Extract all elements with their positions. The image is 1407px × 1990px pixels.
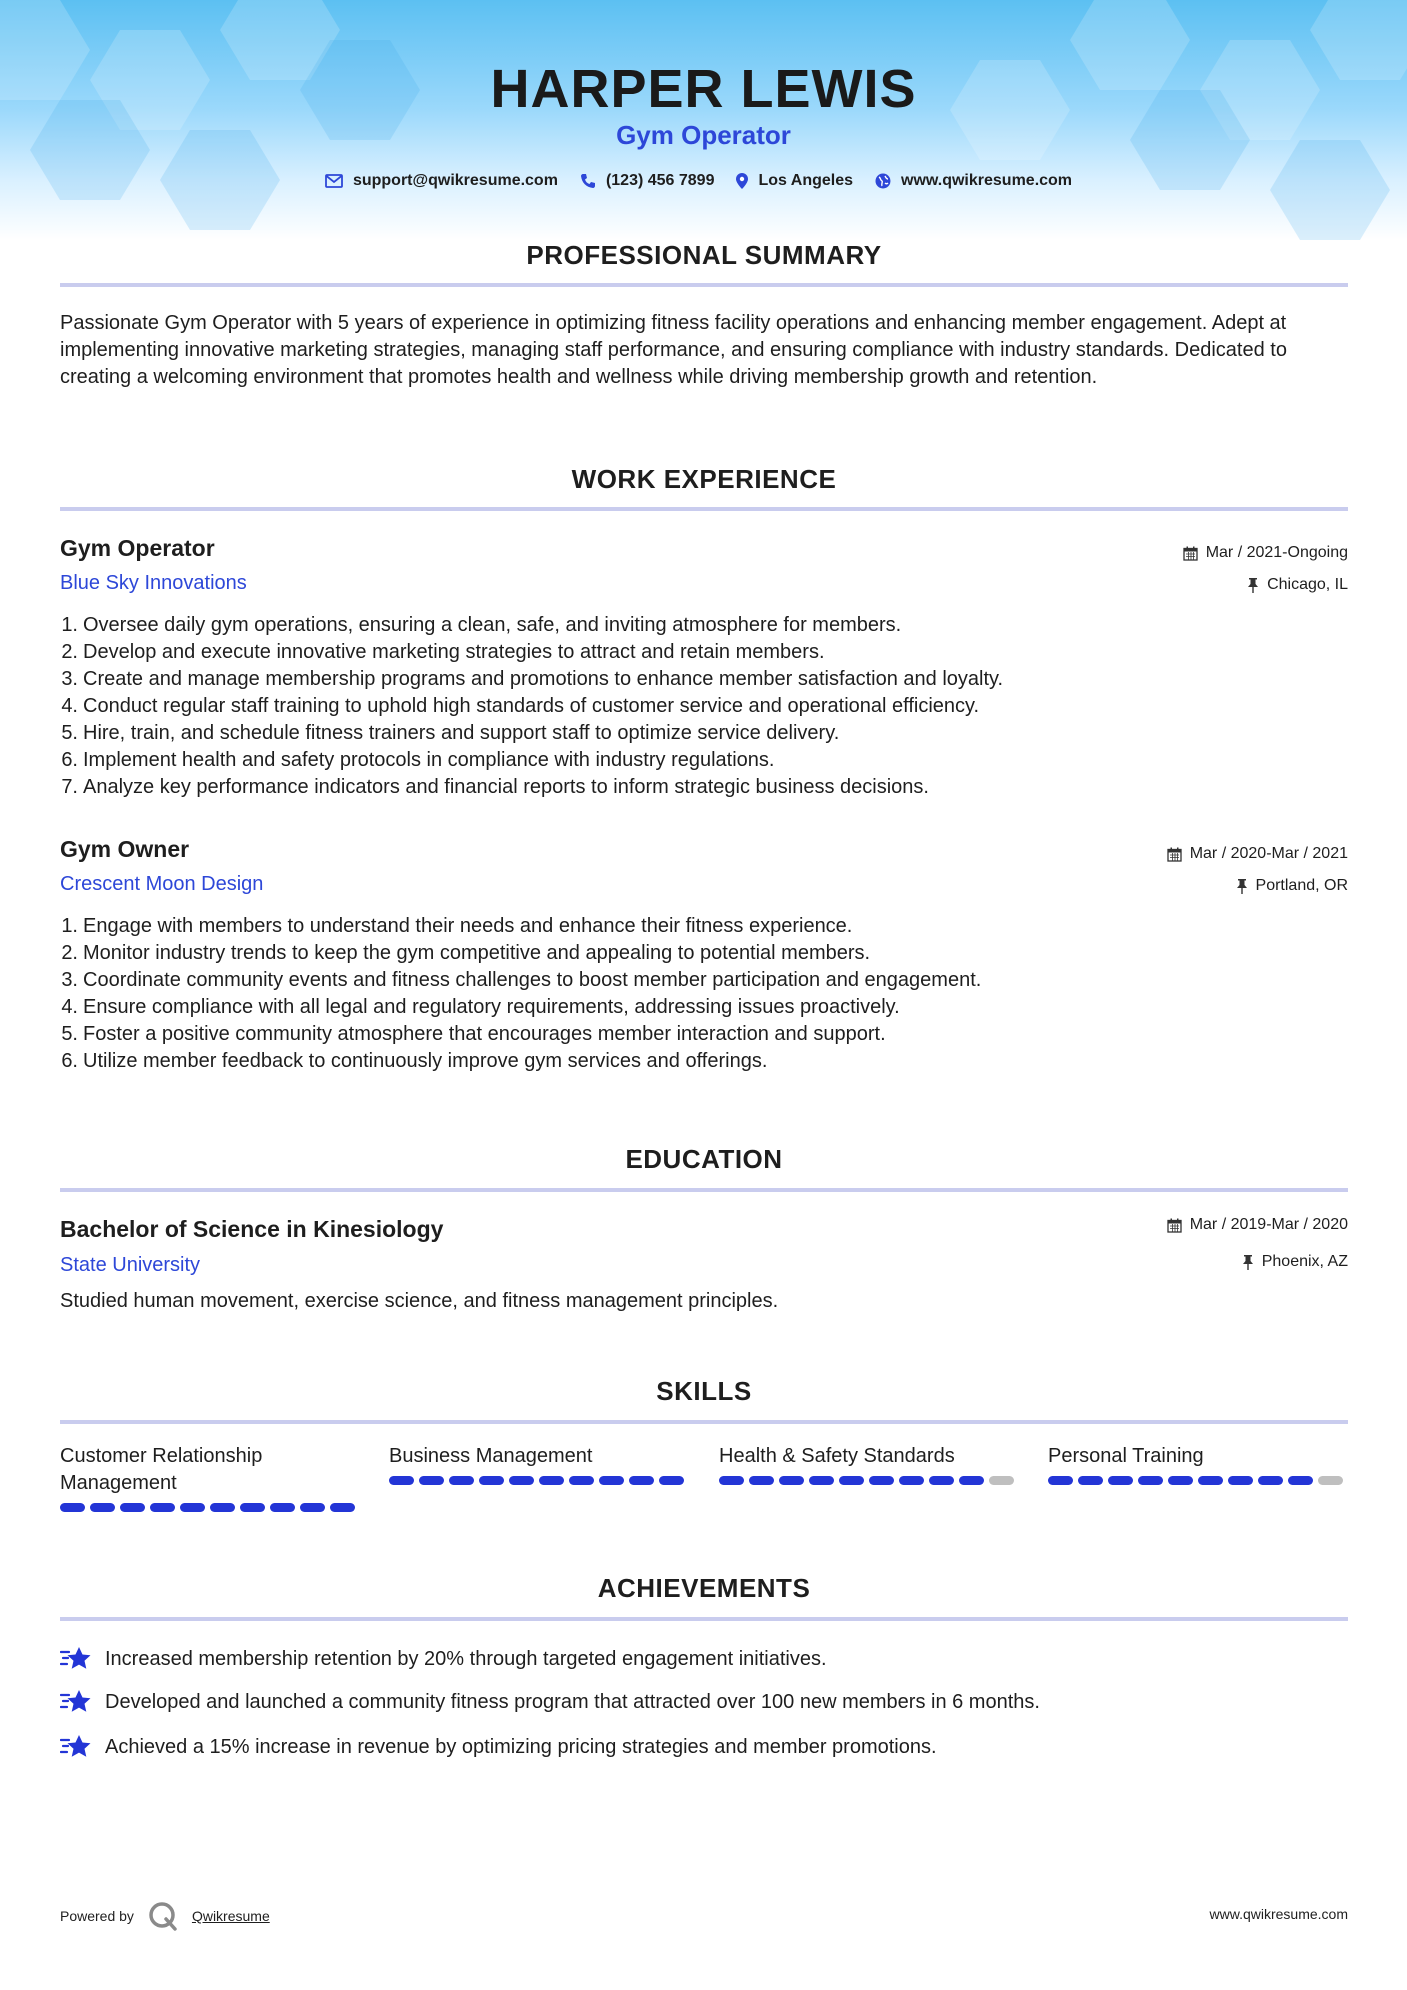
education-dates-text: Mar / 2019-Mar / 2020 [1189,1216,1348,1233]
skill-dot-filled [479,1476,504,1485]
list-text: Oversee daily gym operations, ensuring a clean, safe, and inviting atmosphere for members. [83,614,902,636]
job-company: Blue Sky Innovations [60,572,247,594]
star-icon [60,1734,92,1760]
skill-dot-filled [210,1503,235,1512]
skill-dot-filled [959,1476,984,1485]
skill-dot-empty [989,1476,1014,1485]
achievements-divider [60,1617,1348,1621]
location-text: Los Angeles [758,172,854,189]
list-text: Ensure compliance with all legal and regulatory requirements, addressing issues proactively. [83,996,900,1018]
achievement-text: Achieved a 15% increase in revenue by optimizing pricing strategies and member promotions. [105,1735,937,1758]
list-text: Monitor industry trends to keep the gym competitive and appealing to potential members. [83,942,871,964]
skill-item [719,1443,1019,1485]
job-title: Gym Owner [60,836,190,862]
list-text: Implement health and safety protocols in compliance with industry regulations. [83,749,775,771]
pushpin-icon [1242,1255,1254,1270]
skill-dot-filled [300,1503,325,1512]
school-name: State University [60,1254,201,1276]
contact-location [736,172,853,190]
candidate-role: Gym Operator [616,120,791,150]
achievement-text: Increased membership retention by 20% through targeted engagement initiatives. [105,1647,827,1670]
globe-icon [875,173,891,189]
skill-dot-filled [1258,1476,1283,1485]
list-number: 6. [61,1050,78,1072]
footer-website[interactable]: www.qwikresume.com [1209,1906,1348,1922]
education-description: Studied human movement, exercise science, and fitness management principles. [60,1290,779,1312]
list-item [53,747,1003,774]
map-pin-icon [736,173,748,189]
list-item [53,994,981,1021]
skill-dot-filled [569,1476,594,1485]
list-number: 4. [61,695,78,717]
qwikresume-logo-icon [148,1901,178,1931]
list-text: Utilize member feedback to continuously improve gym services and offerings. [83,1050,768,1072]
experience-heading: WORK EXPERIENCE [571,464,837,494]
skill-dot-filled [449,1476,474,1485]
education-dates [1167,1216,1348,1234]
skill-dot-filled [1168,1476,1193,1485]
list-text: Create and manage membership programs and promotions to enhance member satisfaction and loyalty. [83,668,1004,690]
achievements-heading: ACHIEVEMENTS [597,1573,811,1603]
skill-dot-filled [240,1503,265,1512]
list-text: Foster a positive community atmosphere that encourages member interaction and support. [83,1023,886,1045]
skill-dot-filled [419,1476,444,1485]
calendar-icon [1183,546,1198,561]
list-text: Analyze key performance indicators and financial reports to inform strategic business decisions. [83,776,929,798]
skill-dot-filled [869,1476,894,1485]
skill-dot-filled [1228,1476,1253,1485]
powered-by-label: Powered by [60,1908,134,1924]
list-number: 3. [61,668,78,690]
skill-rating [60,1503,360,1512]
contact-phone[interactable] [580,172,715,190]
skill-dot-filled [629,1476,654,1485]
list-item [53,693,1003,720]
skill-dot-filled [509,1476,534,1485]
list-item [53,940,981,967]
list-number: 1. [61,915,78,937]
list-number: 2. [61,942,78,964]
job-location-text: Chicago, IL [1267,576,1348,593]
list-item [53,774,1003,801]
skill-dot-filled [180,1503,205,1512]
job-location [1236,877,1348,895]
achievement-item [60,1734,937,1760]
skill-dot-filled [749,1476,774,1485]
job-dates [1167,845,1348,863]
website-text: www.qwikresume.com [901,172,1073,189]
skill-dot-filled [1078,1476,1103,1485]
list-number: 3. [61,969,78,991]
skill-dot-filled [899,1476,924,1485]
list-text: Develop and execute innovative marketing strategies to attract and retain members. [83,641,825,663]
star-icon [60,1689,92,1715]
job-dates-text: Mar / 2020-Mar / 2021 [1189,845,1348,862]
list-number: 7. [61,776,78,798]
footer-branding [60,1901,270,1931]
skill-dot-filled [330,1503,355,1512]
skill-rating [719,1476,1019,1485]
skill-dot-filled [719,1476,744,1485]
list-item [53,612,1003,639]
email-text: support@qwikresume.com [352,172,558,189]
skill-item [60,1443,360,1512]
list-item [53,666,1003,693]
skill-item [1048,1443,1348,1485]
skill-dot-filled [1138,1476,1163,1485]
list-text: Coordinate community events and fitness challenges to boost member participation and engagement. [83,969,982,991]
skill-dot-filled [539,1476,564,1485]
calendar-icon [1167,847,1182,862]
job-location [1247,576,1348,594]
job-company: Crescent Moon Design [60,873,264,895]
list-item [53,967,981,994]
education-heading: EDUCATION [625,1144,783,1174]
list-text: Conduct regular staff training to uphold high standards of customer service and operational efficiency. [83,695,980,717]
list-item [53,913,981,940]
skill-dot-filled [839,1476,864,1485]
skill-dot-filled [60,1503,85,1512]
candidate-name: HARPER LEWIS [490,59,917,119]
skill-dot-filled [779,1476,804,1485]
list-number: 4. [61,996,78,1018]
experience-divider [60,507,1348,511]
skill-dot-filled [270,1503,295,1512]
skill-dot-filled [150,1503,175,1512]
skill-dot-filled [809,1476,834,1485]
skill-dot-filled [1288,1476,1313,1485]
list-item [53,639,1003,666]
skill-dot-filled [120,1503,145,1512]
star-icon [60,1646,92,1672]
skill-name: Customer Relationship Management [60,1445,263,1494]
skill-dot-filled [1048,1476,1073,1485]
list-text: Engage with members to understand their needs and enhance their fitness experience. [83,915,853,937]
envelope-icon [325,174,343,188]
job-responsibilities [53,913,981,1075]
skill-item [389,1443,689,1485]
education-location [1242,1253,1348,1271]
summary-heading: PROFESSIONAL SUMMARY [526,240,882,270]
phone-text: (123) 456 7899 [605,172,715,189]
list-number: 2. [61,641,78,663]
list-item [53,1021,981,1048]
skill-dot-filled [929,1476,954,1485]
list-number: 1. [61,614,78,636]
skill-dot-empty [1318,1476,1343,1485]
skill-dot-filled [389,1476,414,1485]
job-dates-text: Mar / 2021-Ongoing [1205,544,1348,561]
achievement-item [60,1689,1040,1715]
list-item [53,1048,981,1075]
summary-text: Passionate Gym Operator with 5 years of experience in optimizing fitness facility operations and enhancing member engagement. Adept at implementing innovative marketing strategies, managing staff performance, and ensuring compliance with industry standards. Dedicated to creating a welcoming environment that promotes health and wellness while driving membership growth and retention. [60,312,1287,388]
skill-dot-filled [659,1476,684,1485]
job-location-text: Portland, OR [1255,877,1348,894]
skill-rating [389,1476,689,1485]
job-responsibilities [53,612,1003,801]
qwikresume-link[interactable]: Qwikresume [191,1908,270,1924]
contact-website[interactable] [875,172,1072,190]
skill-name: Personal Training [1048,1445,1204,1467]
skill-dot-filled [599,1476,624,1485]
education-divider [60,1188,1348,1192]
list-number: 5. [61,1023,78,1045]
achievement-text: Developed and launched a community fitness program that attracted over 100 new members in 6 months. [105,1690,1040,1713]
phone-icon [580,173,596,189]
pushpin-icon [1236,879,1248,894]
skills-heading: SKILLS [656,1376,752,1406]
summary-divider [60,283,1348,287]
skill-dot-filled [1108,1476,1133,1485]
list-text: Hire, train, and schedule fitness trainers and support staff to optimize service delivery. [83,722,840,744]
degree-title: Bachelor of Science in Kinesiology [60,1216,444,1242]
list-item [53,720,1003,747]
contact-bar [0,172,1407,190]
education-location-text: Phoenix, AZ [1261,1253,1348,1270]
pushpin-icon [1247,578,1259,593]
skill-dot-filled [1198,1476,1223,1485]
skill-name: Business Management [389,1445,593,1467]
achievement-item [60,1646,827,1672]
skill-rating [1048,1476,1348,1485]
contact-email[interactable] [325,172,558,190]
list-number: 6. [61,749,78,771]
job-dates [1183,544,1348,562]
skills-divider [60,1420,1348,1424]
skill-dot-filled [90,1503,115,1512]
list-number: 5. [61,722,78,744]
calendar-icon [1167,1218,1182,1233]
skill-name: Health & Safety Standards [719,1445,955,1467]
job-title: Gym Operator [60,535,215,561]
